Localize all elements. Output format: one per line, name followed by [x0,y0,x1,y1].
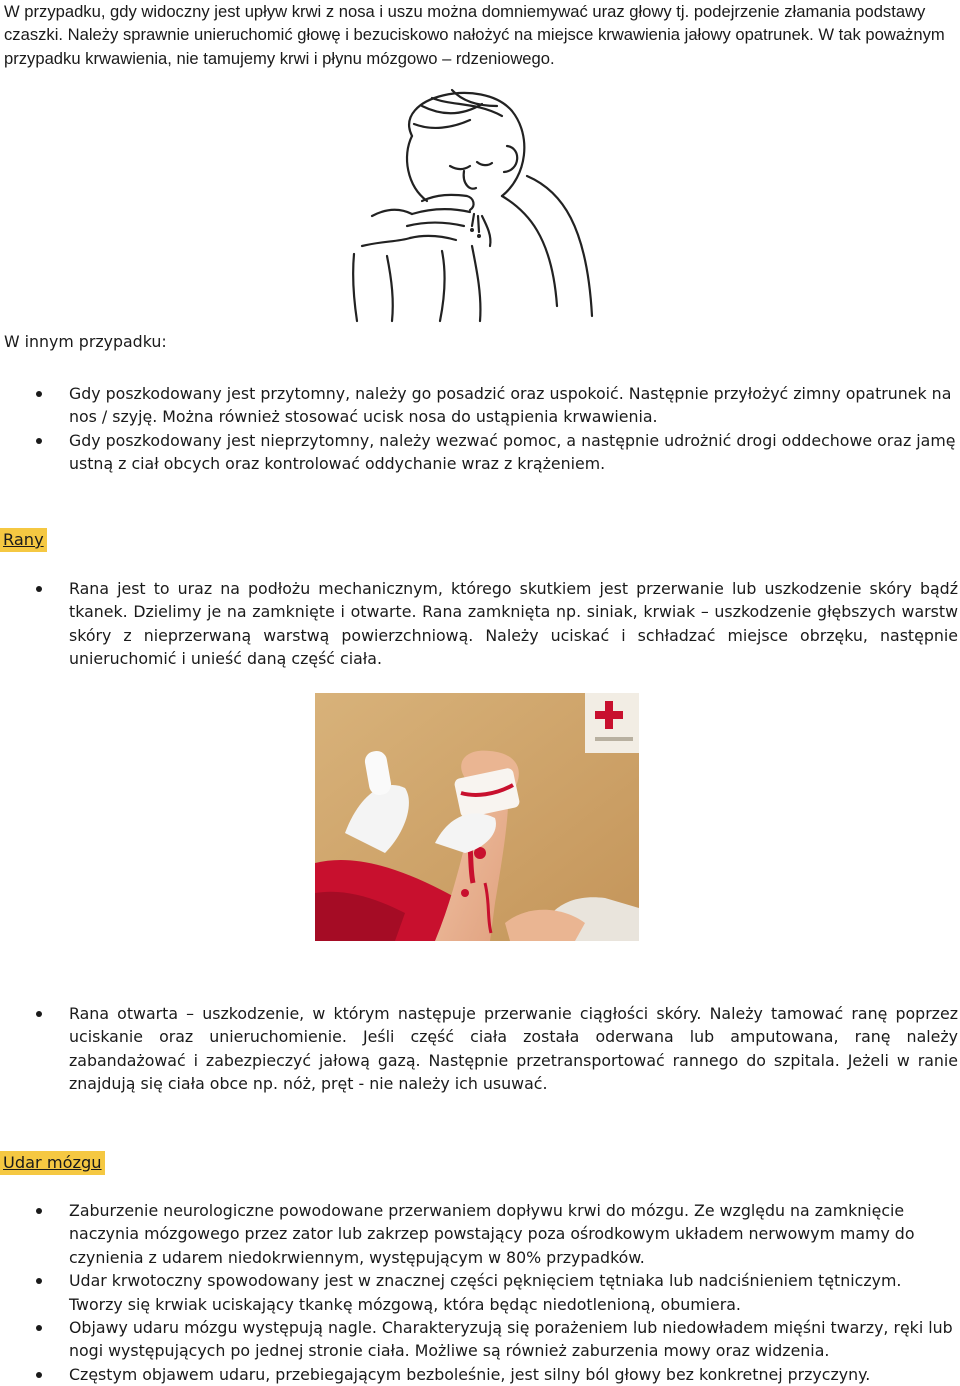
list-item: Udar krwotoczny spowodowany jest w znacznej części pęknięciem tętniaka lub nadciśnieniem tętniczym. Tworzy się krwiak uciskający tkankę mózgową, która będąc niedotlenioną, obumiera. [0,1269,958,1316]
section-heading-udar: Udar mózgu [0,1151,105,1175]
other-case-list [0,382,958,476]
arm-bandaging-photo [315,693,639,941]
other-case-label: W innym przypadku: [4,332,167,351]
bullet-icon [36,1372,42,1378]
intro-paragraph: W przypadku, gdy widoczny jest upływ krwi z nosa i uszu można domniemywać uraz głowy tj. podejrzenie złamania podstawy czaszki. Należy sprawnie unieruchomić głowę i bezuciskowo nałożyć na miejsce krwawienia jałowy opatrunek. W tak poważnym przypadku krwawienia, nie tamujemy krwi i płynu mózgowo – rdzeniowego. [4,2,945,68]
bullet-icon [36,586,42,592]
list-item: Gdy poszkodowany jest przytomny, należy go posadzić oraz uspokoić. Następnie przyłożyć zimny opatrunek na nos / szyję. Można również stosować ucisk nosa do ustąpienia krwawienia. [0,382,958,429]
bullet-icon [36,438,42,444]
arm-bandaging-photo-icon [315,693,639,941]
bullet-icon [36,1011,42,1017]
udar-list [0,1199,958,1386]
bullet-icon [36,1278,42,1284]
list-item: Zaburzenie neurologiczne powodowane przerwaniem dopływu krwi do mózgu. Ze względu na zamknięcie naczynia mózgowego przez zator lub zakrzep powstający poza ośrodkowym układem nerwowym mamy do czynienia z udarem niedokrwiennym, występującym w 80% przypadków. [0,1199,958,1269]
list-item: Gdy poszkodowany jest nieprzytomny, należy wezwać pomoc, a następnie udrożnić drogi oddechowe oraz jamę ustną z ciał obcych oraz kontrolować oddychanie wraz z krążeniem. [0,429,958,476]
bullet-icon [36,1208,42,1214]
list-item: Częstym objawem udaru, przebiegającym bezboleśnie, jest silny ból głowy bez konkretnej przyczyny. [0,1363,958,1386]
section-heading-rany: Rany [0,528,47,552]
list-item: Rana jest to uraz na podłożu mechanicznym, którego skutkiem jest przerwanie lub uszkodzenie skóry bądź tkanek. Dzielimy je na zamknięte i otwarte. Rana zamknięta np. siniak, krwiak – uszkodzenie głębszych warstw skóry z nieprzerwaną warstwą powierzchniową. Należy uciskać i schładzać miejsce obrzęku, następnie unieruchomić i unieść daną część ciała. [0,577,958,671]
nosebleed-illustration [352,76,602,324]
rany-list-1 [0,577,958,671]
bullet-icon [36,1325,42,1331]
nosebleed-drawing-icon [352,76,602,324]
bullet-icon [36,391,42,397]
list-item: Objawy udaru mózgu występują nagle. Charakteryzują się porażeniem lub niedowładem mięśni twarzy, ręki lub nogi występujących po jednej stronie ciała. Możliwe są również zaburzenia mowy oraz widzenia. [0,1316,958,1363]
list-item: Rana otwarta – uszkodzenie, w którym następuje przerwanie ciągłości skóry. Należy tamować ranę poprzez uciskanie oraz unieruchomienie. Jeśli część ciała została oderwana lub amputowana, ranę należy zabandażować i zabezpieczyć jałową gazą. Następnie przetransportować rannego do szpitala. Jeżeli w ranie znajdują się ciała obce np. nóż, pręt - nie należy ich usuwać. [0,1002,958,1096]
rany-list-2 [0,1002,958,1096]
